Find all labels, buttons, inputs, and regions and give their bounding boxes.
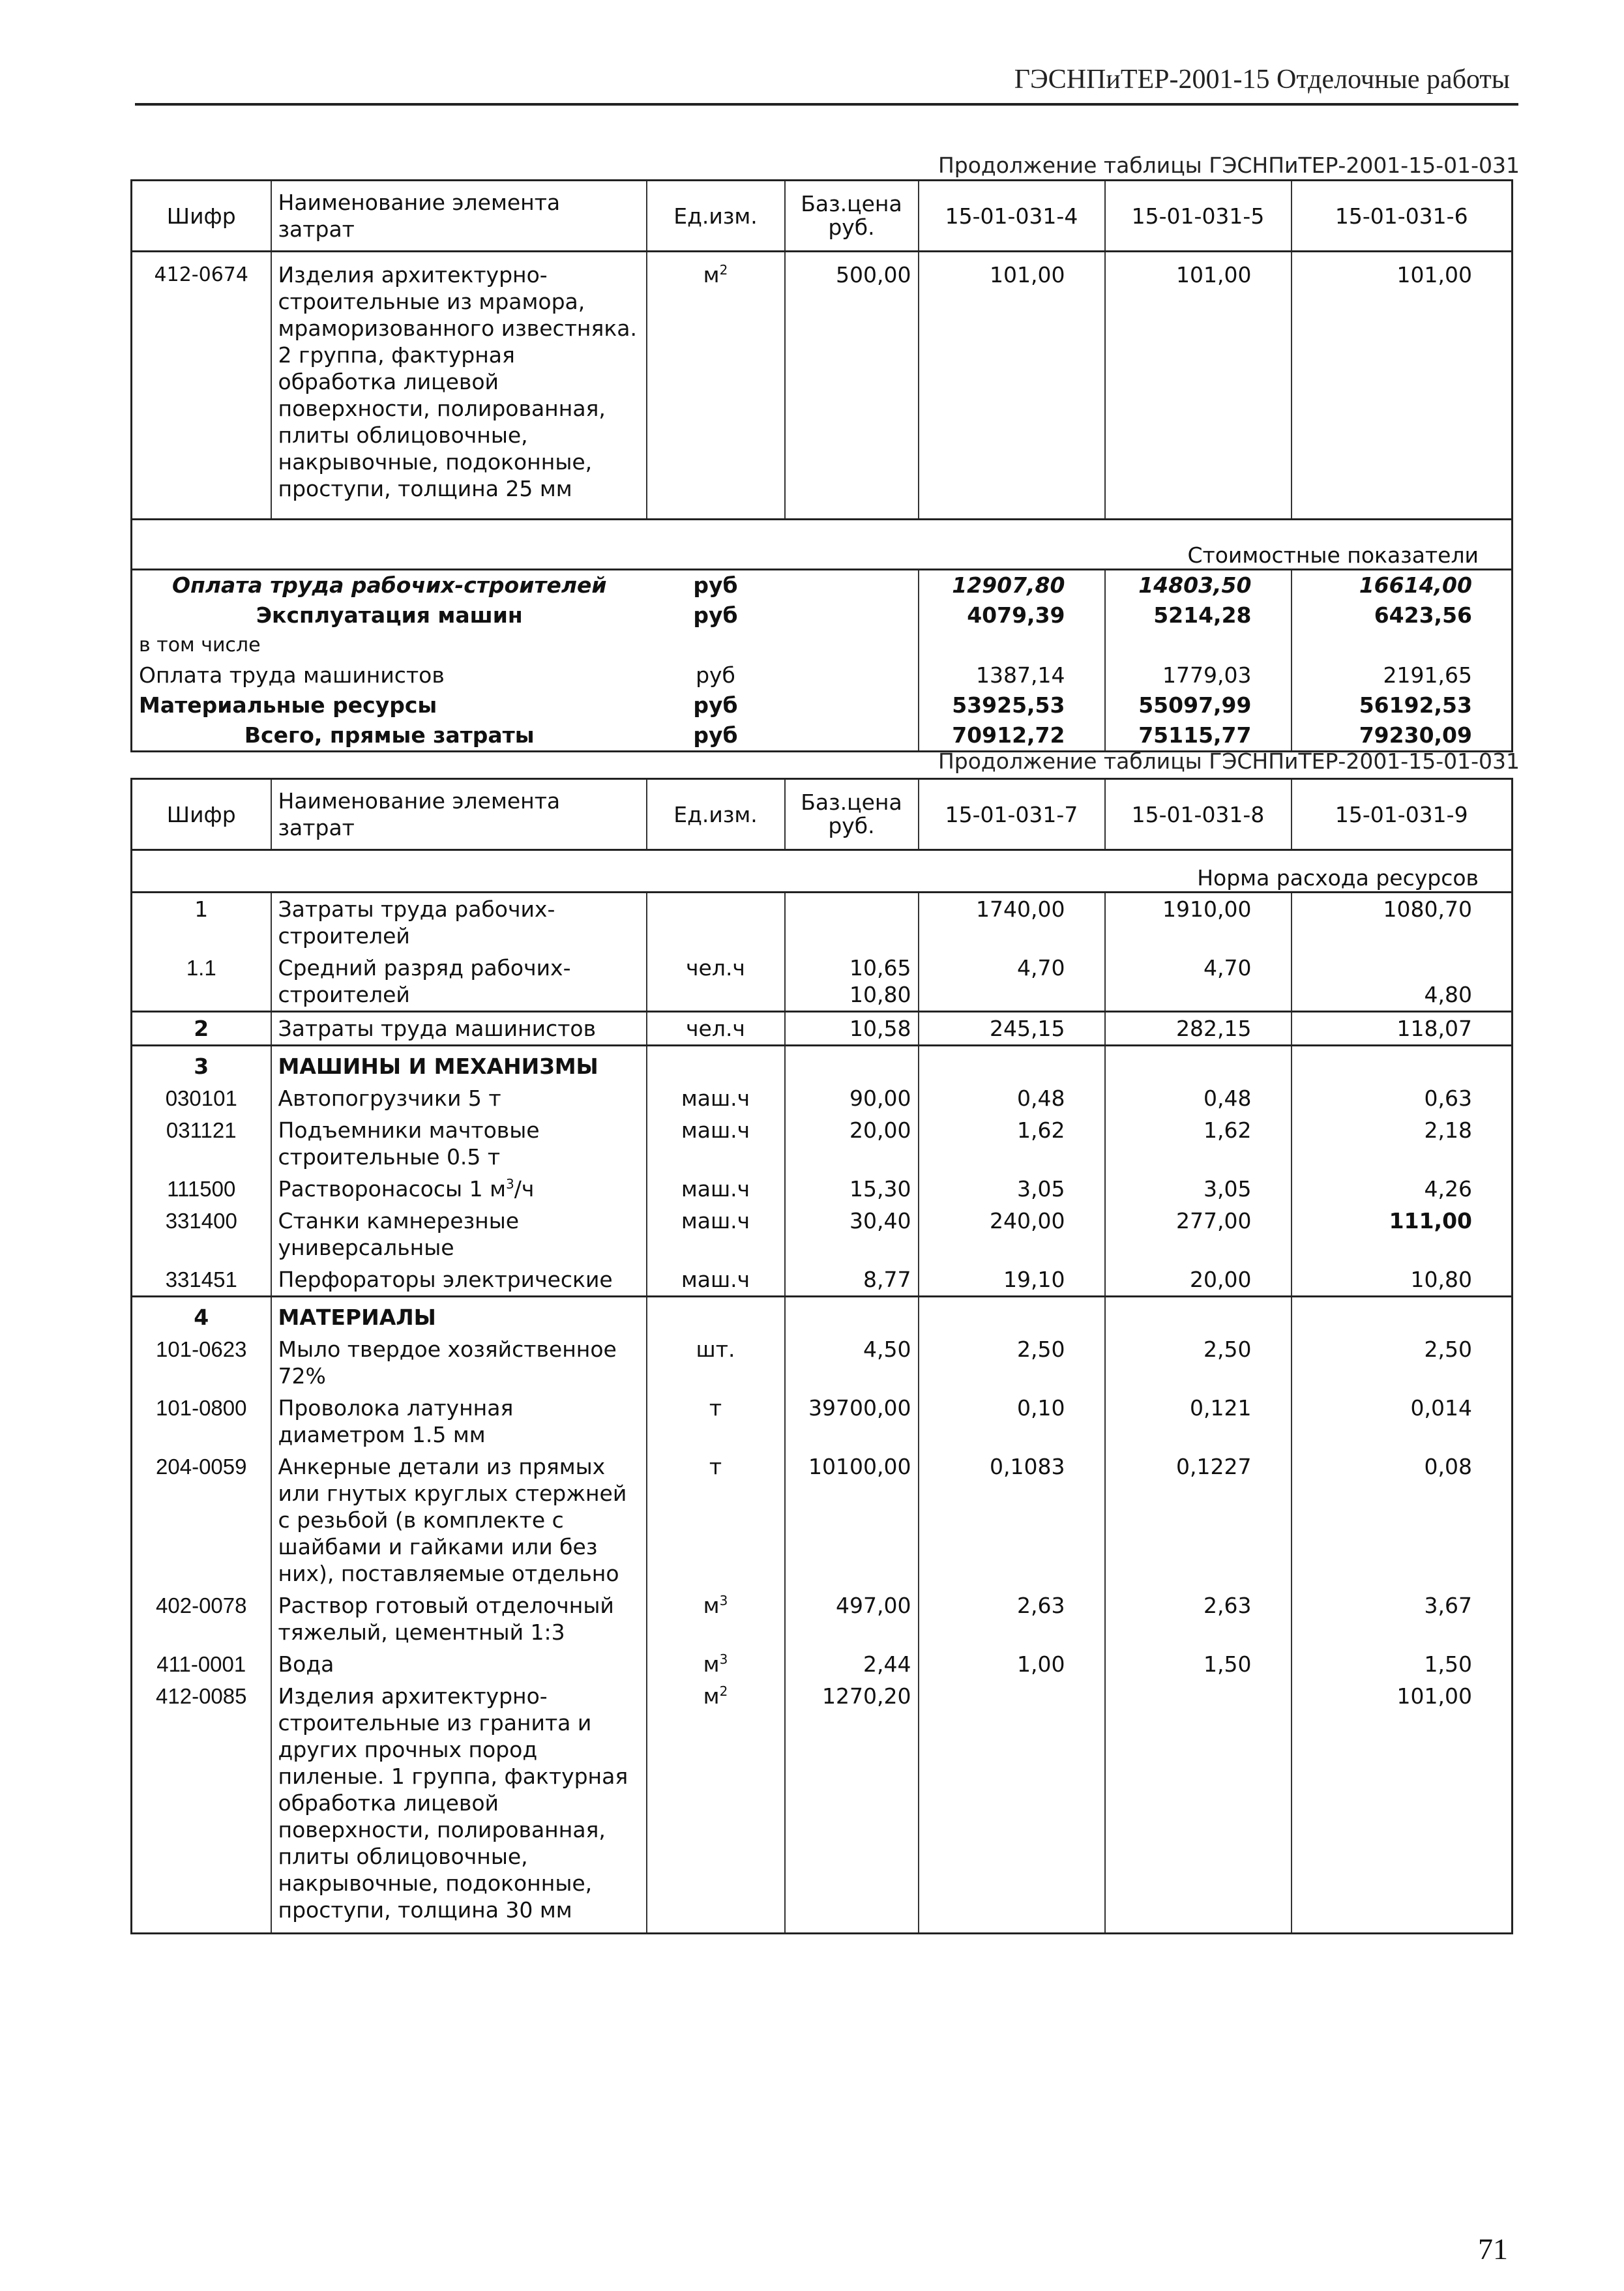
table-row: [132, 1205, 1513, 1264]
summary-name: Эксплуатация машин: [256, 602, 523, 628]
header-col-1: 15-01-031-4: [919, 181, 1105, 252]
summary-name: Всего, прямые затраты: [244, 722, 535, 748]
row-name: Проволока латунная диаметром 1.5 мм: [271, 1392, 647, 1451]
row-v3: 101,00: [1292, 252, 1513, 520]
row-v1: 1,62: [919, 1114, 1105, 1173]
row-name: Мыло твердое хозяйственное 72%: [271, 1333, 647, 1392]
row-code: 2: [132, 1012, 271, 1046]
table-row: [132, 1012, 1513, 1046]
summary-v3: 56192,53: [1359, 692, 1472, 718]
row-base-price: 90,00: [785, 1082, 919, 1114]
row-code: 1.1: [132, 952, 271, 1012]
summary-unit: [647, 630, 785, 660]
row-v1: 2,50: [919, 1333, 1105, 1392]
row-code: 331400: [132, 1205, 271, 1264]
page-number: 71: [1478, 2232, 1508, 2266]
table-2: [130, 778, 1513, 1934]
section-label: Стоимостные показатели: [132, 520, 1513, 570]
header-base-price: Баз.цена руб.: [785, 779, 919, 850]
row-unit: маш.ч: [647, 1082, 785, 1114]
row-unit: шт.: [647, 1333, 785, 1392]
section-bar: [132, 520, 1513, 570]
row-v2: 282,15: [1105, 1012, 1292, 1046]
row-unit: $м^2$: [647, 252, 785, 520]
row-unit: т: [647, 1451, 785, 1589]
row-base-price: 1270,20: [785, 1680, 919, 1934]
row-v1: 1,00: [919, 1648, 1105, 1680]
summary-v3: 2191,65: [1383, 662, 1472, 688]
table-section-row: [132, 1046, 1513, 1083]
summary-v2: 14803,50: [1105, 570, 1292, 601]
summary-v3: 79230,09: [1359, 722, 1472, 748]
header-code: Шифр: [132, 181, 271, 252]
row-v1: 245,15: [919, 1012, 1105, 1046]
row-unit: маш.ч: [647, 1173, 785, 1205]
header-code: Шифр: [132, 779, 271, 850]
summary-row: [132, 570, 1513, 601]
row-base-price: 10,58: [785, 1012, 919, 1046]
table-row: [132, 893, 1513, 953]
table-2-caption: Продолжение таблицы ГЭСНПиТЕР-2001-15-01-031: [937, 748, 1520, 774]
row-code: 412-0085: [132, 1680, 271, 1934]
row-name: Средний разряд рабочих-строителей: [271, 952, 647, 1012]
summary-v1: 1387,14: [919, 660, 1105, 690]
row-code: 411-0001: [132, 1648, 271, 1680]
row-name: Растворонасосы 1 $м^3/ч$: [271, 1173, 647, 1205]
summary-name: Оплата труда машинистов: [139, 662, 445, 688]
row-name: Автопогрузчики 5 т: [271, 1082, 647, 1114]
section-bar: [132, 850, 1513, 893]
summary-base-price: [785, 570, 919, 601]
row-unit: маш.ч: [647, 1264, 785, 1297]
row-v1: 240,00: [919, 1205, 1105, 1264]
row-v3: 118,07: [1292, 1012, 1513, 1046]
header-col-3: 15-01-031-6: [1292, 181, 1513, 252]
table-section-row: [132, 1297, 1513, 1334]
row-name: Подъемники мачтовые строительные 0.5 т: [271, 1114, 647, 1173]
row-v3: 10,80: [1292, 1264, 1513, 1297]
summary-unit: руб: [693, 602, 738, 628]
row-unit: маш.ч: [647, 1114, 785, 1173]
table-1-caption: Продолжение таблицы ГЭСНПиТЕР-2001-15-01-031: [937, 153, 1520, 178]
row-v2: 1910,00: [1105, 893, 1292, 953]
row-unit: маш.ч: [647, 1205, 785, 1264]
table-row: [132, 1264, 1513, 1297]
row-v1: 101,00: [919, 252, 1105, 520]
row-v2: 0,48: [1105, 1082, 1292, 1114]
table-row: [132, 1114, 1513, 1173]
table-row: [132, 1392, 1513, 1451]
row-code: 031121: [132, 1114, 271, 1173]
summary-v2: 5214,28: [1105, 600, 1292, 630]
summary-name: в том числе: [139, 634, 261, 657]
header-unit: Ед.изм.: [647, 181, 785, 252]
row-v3: 111,00: [1292, 1205, 1513, 1264]
row-v3: 2,50: [1292, 1333, 1513, 1392]
row-name: Изделия архитектурно-строительные из мрамора, мраморизованного известняка. 2 группа, фактурная обработка лицевой поверхности, полированная, плиты облицовочные, накрывочные, подоконные, проступи, толщина 25 мм: [271, 252, 647, 520]
row-v3: 1,50: [1292, 1648, 1513, 1680]
row-name: Вода: [271, 1648, 647, 1680]
row-base-price: 500,00: [785, 252, 919, 520]
row-name: Анкерные детали из прямых или гнутых круглых стержней с резьбой (в комплекте с шайбами и гайками или без них), поставляемые отдельно: [271, 1451, 647, 1589]
row-v2: 3,05: [1105, 1173, 1292, 1205]
row-v1: 0,1083: [919, 1451, 1105, 1589]
summary-base-price: [785, 690, 919, 720]
row-v2: 0,1227: [1105, 1451, 1292, 1589]
row-v2: 101,00: [1105, 252, 1292, 520]
row-v3: 0,63: [1292, 1082, 1513, 1114]
summary-row: [132, 690, 1513, 720]
summary-v3: 6423,56: [1374, 602, 1472, 628]
header-rule: [135, 103, 1518, 106]
summary-row: [132, 660, 1513, 690]
table-2-header-row: [132, 779, 1513, 850]
row-base-price: 15,30: [785, 1173, 919, 1205]
row-code: 204-0059: [132, 1451, 271, 1589]
row-v3: 4,26: [1292, 1173, 1513, 1205]
row-base-price: 4,50: [785, 1333, 919, 1392]
row-v3: 0,014: [1292, 1392, 1513, 1451]
row-unit: $м^2$: [647, 1680, 785, 1934]
row-name: Затраты труда машинистов: [271, 1012, 647, 1046]
row-code: 4: [132, 1297, 271, 1334]
table-row: [132, 1648, 1513, 1680]
row-v1: 0,10: [919, 1392, 1105, 1451]
row-base-price: 2,44: [785, 1648, 919, 1680]
table-row: [132, 1451, 1513, 1589]
summary-v2: 75115,77: [1105, 720, 1292, 752]
summary-v2: [1105, 630, 1292, 660]
summary-row: [132, 720, 1513, 752]
row-code: 101-0800: [132, 1392, 271, 1451]
header-unit: Ед.изм.: [647, 779, 785, 850]
table-row: [132, 1680, 1513, 1934]
row-v2: [1105, 1680, 1292, 1934]
row-name: МАТЕРИАЛЫ: [271, 1297, 647, 1334]
row-v3: 4,80: [1292, 952, 1513, 1012]
row-base-price: 10100,00: [785, 1451, 919, 1589]
summary-base-price: [785, 600, 919, 630]
header-col-2: 15-01-031-5: [1105, 181, 1292, 252]
row-name: Станки камнерезные универсальные: [271, 1205, 647, 1264]
row-unit: $м^3$: [647, 1589, 785, 1648]
header-name: Наименование элемента затрат: [271, 181, 647, 252]
summary-name: Материальные ресурсы: [139, 692, 437, 718]
row-v1: 3,05: [919, 1173, 1105, 1205]
row-v2: 1,50: [1105, 1648, 1292, 1680]
summary-v1: 12907,80: [919, 570, 1105, 601]
row-v1: 4,70: [919, 952, 1105, 1012]
row-v2: 20,00: [1105, 1264, 1292, 1297]
summary-unit: руб: [693, 572, 738, 598]
row-base-price: 497,00: [785, 1589, 919, 1648]
row-v2: 0,121: [1105, 1392, 1292, 1451]
row-name: МАШИНЫ И МЕХАНИЗМЫ: [271, 1046, 647, 1083]
summary-v2: 55097,99: [1105, 690, 1292, 720]
summary-base-price: [785, 630, 919, 660]
row-base-price: [785, 893, 919, 953]
row-unit: т: [647, 1392, 785, 1451]
section-label: Норма расхода ресурсов: [132, 850, 1513, 893]
summary-base-price: [785, 660, 919, 690]
table-1-header-row: [132, 181, 1513, 252]
header-col-2: 15-01-031-8: [1105, 779, 1292, 850]
summary-v1: 53925,53: [919, 690, 1105, 720]
row-v1: 19,10: [919, 1264, 1105, 1297]
row-v2: 1,62: [1105, 1114, 1292, 1173]
header-name: Наименование элемента затрат: [271, 779, 647, 850]
row-v1: 1740,00: [919, 893, 1105, 953]
row-unit: чел.ч: [647, 1012, 785, 1046]
row-name: Затраты труда рабочих-строителей: [271, 893, 647, 953]
summary-v3: 16614,00: [1359, 572, 1472, 598]
row-base-price: 20,00: [785, 1114, 919, 1173]
summary-v1: 70912,72: [919, 720, 1105, 752]
running-header: ГЭСНПиТЕР-2001-15 Отделочные работы: [1014, 65, 1510, 95]
row-v2: 2,63: [1105, 1589, 1292, 1648]
table-row: [132, 1173, 1513, 1205]
table-row: [132, 1082, 1513, 1114]
row-base-price: 10,65 10,80: [785, 952, 919, 1012]
summary-v1: [919, 630, 1105, 660]
summary-v3: [1292, 630, 1513, 660]
row-v3: 1080,70: [1292, 893, 1513, 953]
row-code: 030101: [132, 1082, 271, 1114]
row-name: Перфораторы электрические: [271, 1264, 647, 1297]
row-name: Изделия архитектурно-строительные из гранита и других прочных пород пиленые. 1 группа, фактурная обработка лицевой поверхности, полированная, плиты облицовочные, накрывочные, подоконные, проступи, толщина 30 мм: [271, 1680, 647, 1934]
table-1: [130, 179, 1513, 752]
header-col-1: 15-01-031-7: [919, 779, 1105, 850]
row-unit: [647, 893, 785, 953]
table-row: [132, 1589, 1513, 1648]
row-base-price: 39700,00: [785, 1392, 919, 1451]
summary-row: [132, 630, 1513, 660]
row-v1: [919, 1680, 1105, 1934]
row-code: 101-0623: [132, 1333, 271, 1392]
row-code: 331451: [132, 1264, 271, 1297]
row-v2: 277,00: [1105, 1205, 1292, 1264]
row-code: 402-0078: [132, 1589, 271, 1648]
header-col-3: 15-01-031-9: [1292, 779, 1513, 850]
summary-unit: руб: [693, 692, 738, 718]
row-name: Раствор готовый отделочный тяжелый, цементный 1:3: [271, 1589, 647, 1648]
row-base-price: 30,40: [785, 1205, 919, 1264]
header-base-price: Баз.цена руб.: [785, 181, 919, 252]
table-row: [132, 1333, 1513, 1392]
table-row: [132, 952, 1513, 1012]
row-v1: 2,63: [919, 1589, 1105, 1648]
row-unit: чел.ч: [647, 952, 785, 1012]
row-v3: 2,18: [1292, 1114, 1513, 1173]
table-row: [132, 252, 1513, 520]
summary-unit: руб: [696, 662, 735, 688]
row-v1: 0,48: [919, 1082, 1105, 1114]
summary-base-price: [785, 720, 919, 752]
summary-row: [132, 600, 1513, 630]
row-code: 3: [132, 1046, 271, 1083]
row-v3: 0,08: [1292, 1451, 1513, 1589]
row-v2: 4,70: [1105, 952, 1292, 1012]
summary-v2: 1779,03: [1105, 660, 1292, 690]
summary-unit: руб: [693, 722, 738, 748]
summary-v1: 4079,39: [919, 600, 1105, 630]
row-unit: $м^3$: [647, 1648, 785, 1680]
row-v3: 3,67: [1292, 1589, 1513, 1648]
row-code: 412-0674: [132, 252, 271, 520]
row-code: 111500: [132, 1173, 271, 1205]
row-v3: 101,00: [1292, 1680, 1513, 1934]
row-base-price: 8,77: [785, 1264, 919, 1297]
row-code: 1: [132, 893, 271, 953]
row-v2: 2,50: [1105, 1333, 1292, 1392]
summary-name: Оплата труда рабочих-строителей: [172, 572, 607, 598]
